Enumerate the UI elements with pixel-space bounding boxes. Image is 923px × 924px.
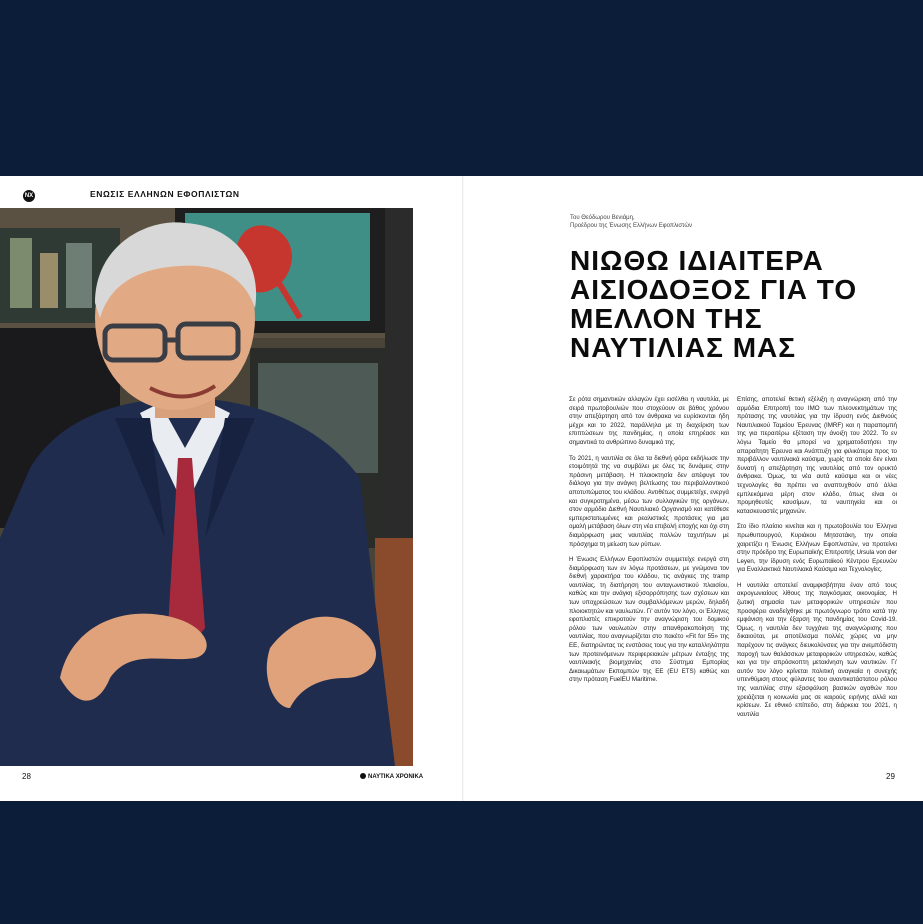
magazine-spread	[0, 176, 923, 801]
publication-brand	[360, 773, 423, 780]
byline-role: Προέδρου της Ένωσης Ελλήνων Εφοπλιστών	[570, 223, 693, 229]
portrait-photo	[0, 208, 413, 766]
paragraph: Το 2021, η ναυτιλία σε όλα τα διεθνή φόρα εκδήλωσε την ετοιμότητά της να συμβάλει με όλες τις δυνάμεις στην πράσινη μετάβαση. Η πλοιοκτησία δεν απέφυγε τον διάλογο για την ανάγκη βελτίωσης του περιβαλλοντικού αποτυπώματος του κλάδου. Αντιθέτως συμμετείχε, ενεργά και συγκροτημένα, μέσω των συλλογικών της οργάνων, στον αρμόδιο Διεθνή Ναυτιλιακό Οργανισμό και κατέθεσε εμπεριστατωμένες και ρεαλιστικές προτάσεις για μια ομαλή μετάβαση όλων στη νέα επιβολή εποχής και όχι στη διαμόρφωση μιας ναυτιλίας πολλών ταχυτήτων με πρόσχημα τη μείωση των ρύπων.	[569, 454, 729, 548]
body-column-2	[737, 396, 897, 726]
paragraph: Σε ρότα σημαντικών αλλαγών έχει εισέλθει η ναυτιλία, με σειρά πρωτοβουλιών που στοχεύουν σε βάθος χρόνου στην απεξάρτηση από τον άνθρακα να ευρίσκονται ήδη μέχρι και το 2022, παράλληλα με τη διαχείριση των επιπτώσεων της πανδημίας, η οποία επηρέασε και σημαντικά το ανθρώπινο δυναμικό της.	[569, 396, 729, 446]
paragraph: Η Ένωσις Ελλήνων Εφοπλιστών συμμετείχε ενεργά στη διαμόρφωση των εν λόγω προτάσεων, με γνώμονα τον διεθνή χαρακτήρα του κλάδου, τις ανάγκες της tramp ναυτιλίας, τη διατήρηση του ανταγωνιστικού πλαισίου, καθώς και την ανάγκη εξισορρόπησης των σχέσεων και των υποχρεώσεων των συμβαλλόμενων μερών, δηλαδή πλοιοκτητών και ναυλωτών. Γι' αυτόν τον λόγο, οι Έλληνες εφοπλιστές επικροτούν την αναγνώριση του δομικού ρόλου των ναυλωτών στην απανθρακοποίηση της ναυτιλίας, που αναγνωρίζεται στο πακέτο «Fit for 55» της ΕΕ, διατηρώντας τις ενστάσεις τους για την καταλληλότητα των προτεινόμενων περιφερειακών μέτρων ένταξης της ναυτιλιακής βιομηχανίας στο Σύστημα Εμπορίας Δικαιωμάτων Εκπομπών της ΕΕ (EU ETS) καθώς και στην πρόταση FuelEU Maritime.	[569, 556, 729, 684]
brand-dot-icon	[360, 773, 366, 779]
portrait-illustration	[0, 208, 413, 766]
section-title: ΕΝΩΣΙΣ ΕΛΛΗΝΩΝ ΕΦΟΠΛΙΣΤΩΝ	[90, 189, 240, 199]
page-number-right: 29	[886, 772, 895, 781]
page-gutter	[462, 176, 464, 801]
paragraph: Επίσης, αποτελεί θετική εξέλιξη η αναγνώριση από την αρμόδια Επιτροπή του ΙΜΟ των πλεονεκτημάτων της πρότασης της ναυτιλίας για την ίδρυση ενός Διεθνούς Ναυτιλιακού Ταμείου Έρευνας (IMRF) και η παραπομπή της για περαιτέρω εξέταση την άνοιξη του 2022. Το εν λόγω Ταμείο θα μπορεί να χρηματοδοτήσει την απαραίτητη Έρευνα και Ανάπτυξη για φιλικότερα προς το περιβάλλον ναυτιλιακά καύσιμα, χωρίς τα οποία δεν είναι δυνατή η απεξάρτηση της ναυτιλίας από τον ορυκτό άνθρακα. Όμως, τα νέα αυτά καύσιμα και οι νέες τεχνολογίες θα πρέπει να αναπτυχθούν από άλλα εμπλεκόμενα μέρη στον κλάδο, όπως είναι οι προμηθευτές καυσίμων, τα ναυπηγεία και οι κατασκευαστές μηχανών.	[737, 396, 897, 515]
page-number-left: 28	[22, 772, 31, 781]
brand-label: ΝΑΥΤΙΚΑ ΧΡΟΝΙΚΑ	[368, 774, 424, 780]
article-headline: ΝΙΩΘΩ ΙΔΙΑΙΤΕΡΑ ΑΙΣΙΟΔΟΞΟΣ ΓΙΑ ΤΟ ΜΕΛΛΟΝ ΤΗΣ ΝΑΥΤΙΛΙΑΣ ΜΑΣ	[570, 245, 858, 363]
paragraph: Η ναυτιλία αποτελεί αναμφισβήτητα έναν από τους ακρογωνιαίους λίθους της παγκόσμιας οικονομίας. Η ζωτική σημασία των μεταφορικών υπηρεσιών που προσφέρει αναδείχθηκε με πρωτόγνωρο τρόπο κατά την εμφάνιση και την έξαρση της πανδημίας του Covid-19. Όμως, η ναυτιλία δεν τυγχάνει της αναγνώρισης που δικαιούται, με αποτέλεσμα πολλές χώρες να μην παρέχουν τις ανάγκες διευκολύνσεις για την ανεμπόδιστη παροχή των θαλάσσιων μεταφορικών υπηρεσιών, καθώς και για την απρόσκοπτη μετακίνηση των ναυτικών. Γι' αυτόν τον λόγο κρίνεται πολιτική αναγκαία η συνεχής υπενθύμιση στους φύλαντες του αναντικατάστατου ρόλου της ναυτιλίας στην εξασφάλιση βασικών αγαθών που χρειάζεται η κοινωνία μας σε καιρούς ειρήνης αλλά και κρίσεων. Σε εθνικό επίπεδο, στη διάρκεια του 2021, η ναυτιλία	[737, 581, 897, 718]
byline-author: Του Θεόδωρου Βενιάμη,	[570, 215, 635, 221]
byline	[570, 214, 830, 230]
publication-logo-icon: ΝΧ	[23, 190, 35, 202]
paragraph: Στο ίδιο πλαίσιο κινείται και η πρωτοβουλία του Έλληνα πρωθυπουργού, Κυριάκου Μητσοτάκη, την οποία χαιρετίζει η Ένωσις Ελλήνων Εφοπλιστών, να προτείνει στην πρόεδρο της Ευρωπαϊκής Επιτροπής Ursula von der Leyen, την ίδρυση ενός Ευρωπαϊκού Κέντρου Ερευνών για Εναλλακτικά Ναυτιλιακά Καύσιμα και Τεχνολογίες.	[737, 523, 897, 574]
body-column-1	[569, 396, 729, 692]
